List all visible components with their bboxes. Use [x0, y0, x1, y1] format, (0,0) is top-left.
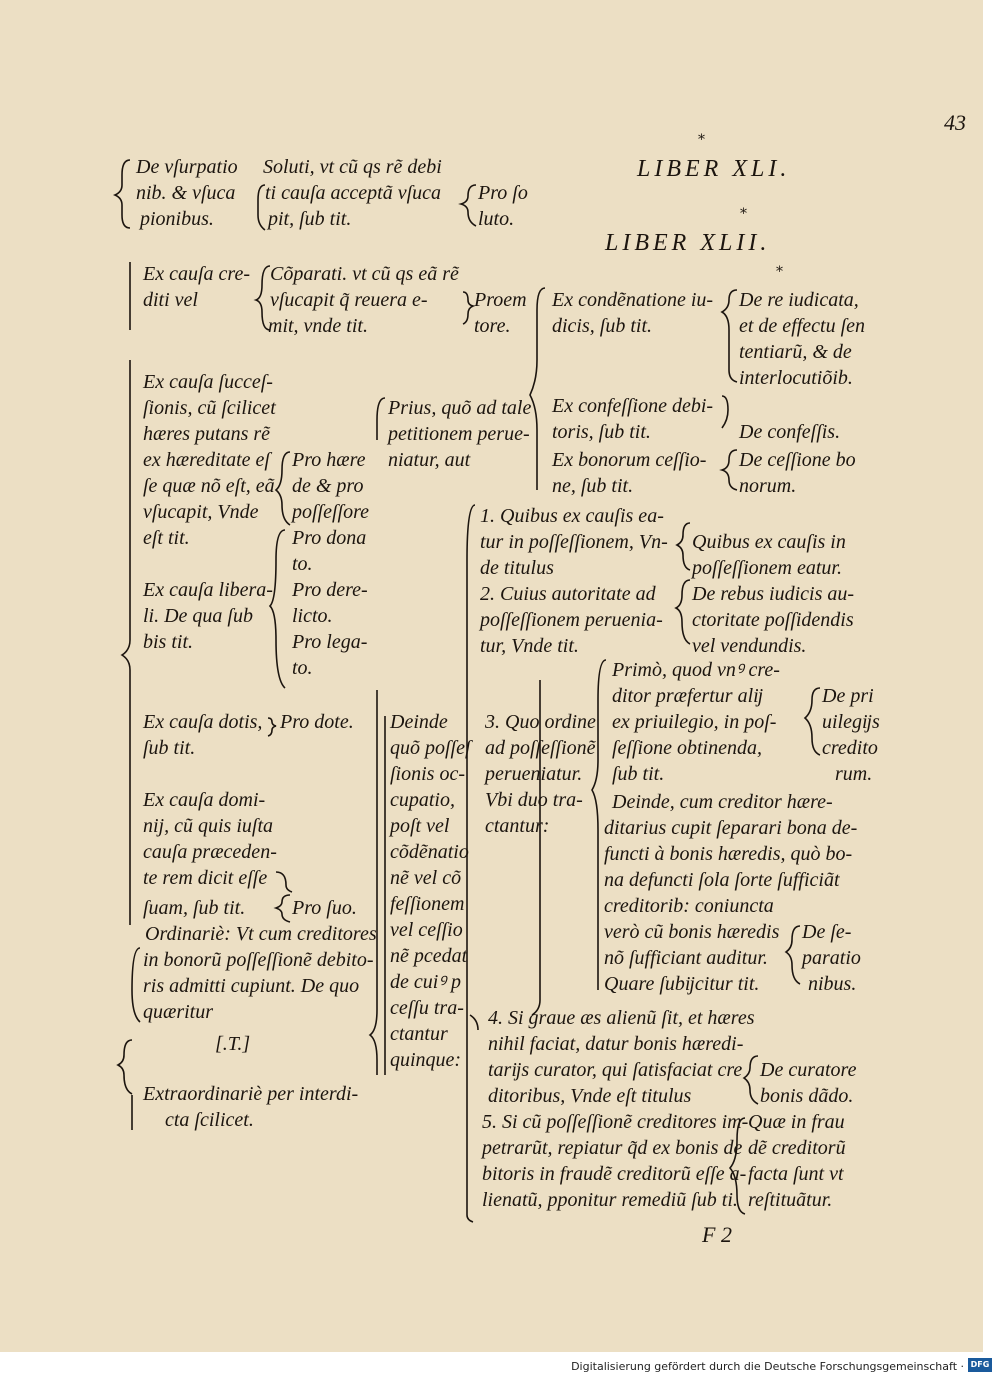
text-g6: vſucapit, Vnde: [143, 501, 259, 523]
brace-de-pri: [805, 688, 820, 755]
text-e3: mit, vnde tit.: [268, 315, 368, 337]
text-ag3: nibus.: [808, 973, 857, 995]
text-ab6: cõdẽnatio: [390, 841, 469, 863]
text-ag1: De ſe-: [802, 921, 852, 943]
star-42b: *: [776, 264, 783, 280]
brace-ordinarie-extra: [118, 1040, 132, 1094]
text-x1: 1. Quibus ex cauſis ea-: [480, 505, 664, 527]
text-ad2: ditor præfertur alĳ: [612, 685, 764, 707]
text-o1: Ordinariè: Vt cum creditores: [145, 923, 377, 945]
text-ag2: paratio: [802, 947, 861, 969]
text-a1: De vſurpatio: [136, 156, 238, 178]
brace-main-left: [122, 360, 130, 925]
text-z3: tur, Vnde tit.: [480, 635, 579, 657]
text-ab2: quõ poſſeſ: [390, 737, 471, 759]
text-o5: [.T.]: [215, 1033, 251, 1055]
text-f2: tore.: [474, 315, 511, 337]
text-ak1: Quæ in frau: [748, 1111, 845, 1133]
text-aj2: petrarũt, repiatur q̃d ex bonis de: [482, 1137, 743, 1159]
text-j2: li. De qua ſub: [143, 605, 253, 627]
text-q3: niatur, aut: [388, 449, 471, 471]
text-ab11: de cuiꝰ p: [390, 971, 461, 993]
brace-de-re-iudicata: [722, 290, 737, 382]
text-i6: to.: [292, 657, 313, 679]
text-e2: vſucapit q̃ reuera e-: [270, 289, 428, 311]
text-k2: ſub tit.: [143, 737, 196, 759]
text-b3: pit, ſub tit.: [268, 208, 352, 230]
text-s4: interlocutiõib.: [739, 367, 853, 389]
text-v2: ne, ſub tit.: [552, 475, 634, 497]
text-ab1: Deinde: [390, 711, 448, 733]
text-ad4: ſeſſione obtinenda,: [612, 737, 762, 759]
text-ab5: poſt vel: [390, 815, 450, 837]
text-x3: de titulus: [480, 557, 554, 579]
text-s2: et de effectu ſen: [739, 315, 866, 337]
text-d1: Ex cauſa cre-: [143, 263, 250, 285]
brace-quibus: [467, 505, 475, 700]
text-aa2: ctoritate poſſidendis: [692, 609, 854, 631]
text-i3: Pro dere-: [292, 579, 368, 601]
page-number: 43: [944, 110, 966, 135]
text-ak4: reſtituãtur.: [748, 1189, 833, 1211]
brace-condenatione: [530, 288, 545, 490]
text-m3: cauſa præceden-: [143, 841, 277, 863]
text-ab3: ſionis oc-: [390, 763, 465, 785]
text-aj4: lienatũ, pponitur remediũ ſub ti.: [482, 1189, 738, 1211]
text-i2: to.: [292, 553, 313, 575]
text-v1: Ex bonorum ceſſio-: [552, 449, 707, 471]
text-u1: De confeſſis.: [739, 421, 841, 443]
text-ai1: De curatore: [760, 1059, 857, 1081]
text-ac5: ctantur:: [485, 815, 550, 837]
brace-ordinarie: [132, 948, 140, 1022]
text-s1: De re iudicata,: [739, 289, 859, 311]
heading-liber-41: LIBER XLI.: [637, 156, 791, 182]
brace-de-vsurpatio: [115, 160, 130, 228]
text-b1: Soluti, vt cũ qs rẽ debi: [263, 156, 442, 178]
text-s3: tentiarũ, & de: [739, 341, 852, 363]
text-c1: Pro ſo: [478, 182, 528, 204]
brace-pro-soluto: [461, 185, 476, 226]
text-w2: norum.: [739, 475, 797, 497]
text-af1: Deinde, cum creditor hære-: [612, 791, 833, 813]
text-ac4: Vbi duo tra-: [485, 789, 583, 811]
text-af3: functi à bonis hæredis, quò bo-: [604, 843, 853, 865]
text-ae2: uilegĳs: [822, 711, 880, 733]
text-z2: poſſeſſionem peruenia-: [480, 609, 663, 631]
text-a3: pionibus.: [140, 208, 214, 230]
text-y1: Quibus ex cauſis in: [692, 531, 846, 553]
text-h2: de & pro: [292, 475, 364, 497]
brace-de-se: [786, 926, 800, 984]
text-g1: Ex cauſa ſucceſ-: [143, 371, 273, 393]
text-ab13: ctantur: [390, 1023, 448, 1045]
text-ab7: nẽ vel cõ: [390, 867, 462, 889]
text-i5: Pro lega-: [292, 631, 368, 653]
text-g5: ſe quæ nõ eſt, eã: [143, 475, 275, 497]
dfg-logo-icon: DFG: [968, 1358, 992, 1372]
text-ab14: quinque:: [390, 1049, 462, 1071]
text-ah4: ditoribus, Vnde eſt titulus: [488, 1085, 692, 1107]
text-ab4: cupatio,: [390, 789, 455, 811]
text-w1: De ceſſione bo: [739, 449, 856, 471]
text-ae3: credito: [822, 737, 878, 759]
text-m2: nij, cũ quis iuſta: [143, 815, 273, 837]
brace-curatore: [744, 1056, 758, 1104]
text-y2: poſſeſſionem eatur.: [692, 557, 842, 579]
brace-prius: [377, 398, 385, 440]
text-a2: nib. & vſuca: [136, 182, 236, 204]
text-g3: hæres putans rẽ: [143, 423, 271, 445]
footer-credit: Digitalisierung gefördert durch die Deutsche Forschungsgemeinschaft ·: [571, 1360, 964, 1373]
brace-de-confessis: [722, 396, 728, 428]
heading-liber-42: LIBER XLII.: [605, 230, 771, 256]
brace-quibus-ex: [677, 523, 690, 570]
text-t2: toris, ſub tit.: [552, 421, 651, 443]
text-ac2: ad poſſeſſionẽ: [485, 737, 596, 759]
text-ad3: ex priuilegio, in poſ-: [612, 711, 777, 733]
star-42: *: [740, 206, 747, 222]
brace-pro-suo-left: [276, 872, 292, 892]
text-m1: Ex cauſa domi-: [143, 789, 266, 811]
brace-quibus-left: [467, 700, 473, 1222]
text-af6: verò cũ bonis hæredis: [604, 921, 780, 943]
brace-pro-dona: [270, 530, 285, 688]
brace-proemptore: [463, 292, 473, 324]
text-h1: Pro hære: [292, 449, 366, 471]
text-b2: ti cauſa acceptã vſuca: [265, 182, 442, 204]
text-r2: dicis, ſub tit.: [552, 315, 652, 337]
text-t1: Ex confeſſione debi-: [552, 395, 714, 417]
text-o2: in bonorũ poſſeſſionẽ debito-: [143, 949, 374, 971]
text-aj3: bitoris in fraudẽ creditorũ eſſe a-: [482, 1163, 747, 1185]
text-ae1: De pri: [822, 685, 874, 707]
text-ah2: nihil faciat, datur bonis hæredi-: [488, 1033, 744, 1055]
text-j1: Ex cauſa libera-: [143, 579, 273, 601]
page-signature: F 2: [702, 1222, 732, 1247]
text-p2: cta ſcilicet.: [165, 1109, 254, 1131]
text-ah1: 4. Si graue æs alienũ ſit, et hæres: [488, 1007, 755, 1029]
text-af5: creditorib: coniuncta: [604, 895, 774, 917]
text-c2: luto.: [478, 208, 515, 230]
text-ac3: perueniatur.: [485, 763, 583, 785]
text-ak3: facta ſunt vt: [748, 1163, 844, 1185]
text-l1: Pro dote.: [280, 711, 354, 733]
text-n1: Pro ſuo.: [292, 897, 357, 919]
text-aj1: 5. Si cũ poſſeſſionẽ creditores im-: [482, 1111, 749, 1133]
text-ae4: rum.: [835, 763, 873, 785]
text-ab9: vel ceſſio: [390, 919, 463, 941]
text-j3: bis tit.: [143, 631, 194, 653]
brace-pro-dote: [268, 718, 276, 736]
brace-si-graue: [470, 1015, 478, 1030]
text-ab12: ceſſu tra-: [390, 997, 464, 1019]
text-g2: ſionis, cũ ſcilicet: [143, 397, 276, 419]
text-i4: licto.: [292, 605, 333, 627]
text-q2: petitionem perue-: [388, 423, 530, 445]
text-f1: Proem: [474, 289, 527, 311]
text-r1: Ex condẽnatione iu-: [552, 289, 714, 311]
text-k1: Ex cauſa dotis,: [143, 711, 263, 733]
text-af8: Quare ſubĳcitur tit.: [604, 973, 760, 995]
text-p1: Extraordinariè per interdi-: [143, 1083, 359, 1105]
text-ac1: 3. Quo ordine: [485, 711, 596, 733]
text-d2: diti vel: [143, 289, 198, 311]
text-e1: Cõparati. vt cũ qs eã rẽ: [270, 263, 459, 285]
text-g7: eſt tit.: [143, 527, 190, 549]
text-m4: te rem dicit eſſe: [143, 867, 268, 889]
text-ad5: ſub tit.: [612, 763, 665, 785]
text-h3: poſſeſſore: [292, 501, 370, 523]
text-z1: 2. Cuius autoritate ad: [480, 583, 656, 605]
text-ab8: feſſionem: [390, 893, 465, 915]
brace-soluti: [258, 185, 265, 230]
text-af4: na defuncti ſola ſorte ſufficiãt: [604, 869, 840, 891]
star-41: *: [698, 132, 705, 148]
brace-de-cessione: [722, 450, 737, 490]
text-aa3: vel vendundis.: [692, 635, 807, 657]
text-af7: nõ ſufficiant auditur.: [604, 947, 768, 969]
text-ak2: dẽ creditorũ: [748, 1137, 846, 1159]
text-i1: Pro dona: [292, 527, 367, 549]
text-af2: ditarius cupit ſeparari bona de-: [604, 817, 858, 839]
brace-pro-suo: [276, 895, 290, 922]
text-m5: ſuam, ſub tit.: [143, 897, 246, 919]
text-aa1: De rebus iudicis au-: [692, 583, 855, 605]
text-o4: quæritur: [143, 1001, 214, 1023]
text-ah3: tarĳs curator, qui ſatisfaciat cre: [488, 1059, 743, 1081]
text-o3: ris admitti cupiunt. De quo: [143, 975, 360, 997]
brace-pro-haere: [276, 452, 290, 525]
text-x2: tur in poſſeſſionem, Vn-: [480, 531, 668, 553]
text-g4: ex hæreditate eſ: [143, 449, 270, 471]
text-q1: Prius, quõ ad tale: [388, 397, 532, 419]
text-ad1: Primò, quod vnꝰ cre-: [612, 659, 780, 681]
text-ab10: nẽ pcedat: [390, 945, 468, 967]
text-ai2: bonis dãdo.: [760, 1085, 854, 1107]
brace-de-rebus: [676, 580, 690, 644]
